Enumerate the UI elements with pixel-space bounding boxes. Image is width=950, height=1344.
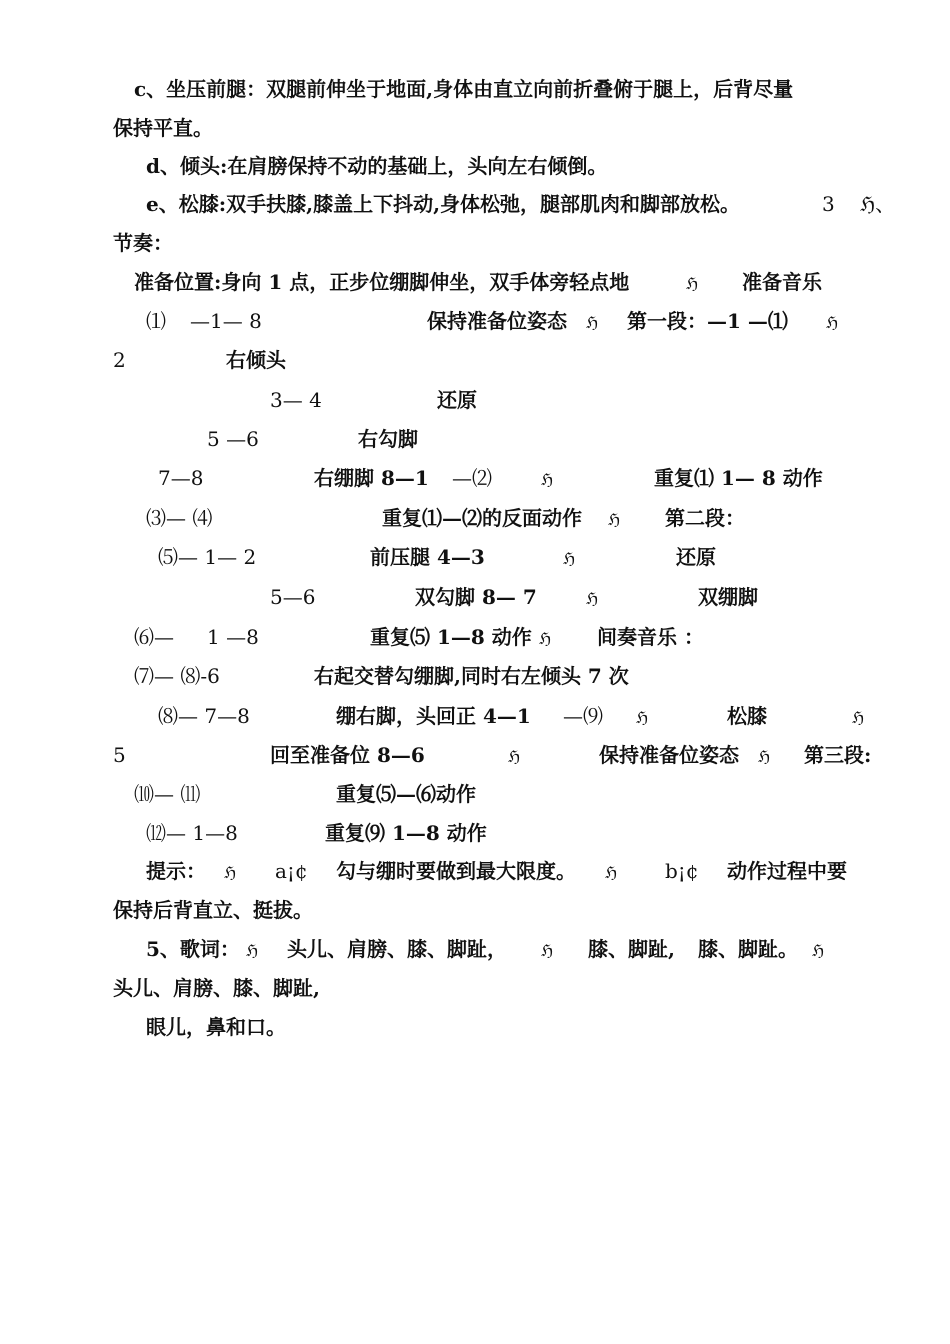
count-5b: 5 <box>113 743 126 767</box>
count-6-paren: ⑹— <box>134 625 174 649</box>
mark-icon: ℌ <box>586 589 599 608</box>
mark-icon: ℌ <box>246 941 259 960</box>
count-2-paren: —⑵ <box>452 466 492 490</box>
label-restore: 还原 <box>437 388 477 412</box>
mark-icon: ℌ <box>224 863 237 882</box>
count-1: ⑴ <box>146 309 166 333</box>
label-ready-music: 准备音乐 <box>742 270 822 294</box>
tip-b-marker: b¡¢ <box>665 859 699 883</box>
mark-icon: ℌ <box>636 708 649 727</box>
lyric-5: 眼儿，鼻和口。 <box>146 1015 286 1039</box>
count-2: 2 <box>113 348 126 372</box>
lyric-1: 头儿、肩膀、膝、脚趾， <box>287 937 507 961</box>
mark-icon: ℌ <box>812 941 825 960</box>
label-lyrics: 5、歌词： <box>146 937 240 961</box>
tip-a-text: 勾与绷时要做到最大限度。 <box>336 859 576 883</box>
mark-icon: ℌ <box>826 313 839 332</box>
mark-icon: ℌ <box>541 470 554 489</box>
count-5-paren: ⑸— 1— 2 <box>158 545 257 569</box>
label-right-point-foot: 右绷脚 8—1 <box>314 466 429 490</box>
mark-icon: ℌ <box>686 274 699 293</box>
count-3-4-paren: ⑶— ⑷ <box>146 506 213 530</box>
count-1-8b: 1 —8 <box>207 625 259 649</box>
label-repeat-5: 重复⑸ 1—8 动作 <box>370 625 532 649</box>
count-3-4: 3— 4 <box>270 388 322 412</box>
label-repeat-5-6: 重复⑸—⑹动作 <box>336 782 476 806</box>
mark-icon: ℌ <box>608 510 621 529</box>
count-7-8-paren: ⑺— ⑻-6 <box>134 664 220 688</box>
count-12: ⑿— 1—8 <box>146 821 238 845</box>
count-8-paren: ⑻— 7—8 <box>158 704 250 728</box>
label-interlude: 间奏音乐 ： <box>597 625 704 649</box>
line-keep-back: 保持后背直立、挺拔。 <box>113 898 313 922</box>
count-9-paren: —⑼ <box>563 704 603 728</box>
label-repeat-reverse: 重复⑴—⑵的反面动作 <box>382 506 582 530</box>
mark-icon: ℌ <box>563 549 576 568</box>
line-e-relax-knee: e、松膝:双手扶膝,膝盖上下抖动,身体松弛，腿部肌肉和脚部放松。 <box>146 192 741 216</box>
mark-icon: ℌ <box>586 313 599 332</box>
mark-icon: ℌ <box>605 863 618 882</box>
label-restore-2: 还原 <box>676 545 716 569</box>
label-keep-ready-2: 保持准备位姿态 <box>599 743 739 767</box>
line-ready-position: 准备位置:身向 1 点，正步位绷脚伸坐，双手体旁轻点地 <box>134 270 630 294</box>
lyric-2: 膝、脚趾, <box>588 937 675 961</box>
count-1-8: —1— 8 <box>190 309 262 333</box>
mark-icon: ℌ <box>541 941 554 960</box>
label-repeat-9: 重复⑼ 1—8 动作 <box>325 821 487 845</box>
mark-icon: ℌ <box>758 747 771 766</box>
label-part-one: 第一段：—1 —⑴ <box>627 309 788 333</box>
count-5-6: 5 —6 <box>207 427 259 451</box>
tip-a-marker: a¡¢ <box>275 859 308 883</box>
label-right-tilt: 右倾头 <box>226 348 286 372</box>
line-keep-flat: 保持平直。 <box>113 116 213 140</box>
lyric-4: 头儿、肩膀、膝、脚趾, <box>113 976 320 1000</box>
mark-icon: ℌ <box>508 747 521 766</box>
label-right-flex-foot: 右勾脚 <box>358 427 418 451</box>
item-number-3: 3 <box>822 192 835 216</box>
count-10-11: ⑽— ⑾ <box>134 782 201 806</box>
label-keep-ready: 保持准备位姿态 <box>427 309 567 333</box>
label-double-point: 双绷脚 <box>698 585 758 609</box>
mark-icon: ℌ <box>539 629 552 648</box>
mark-icon: ℌ <box>852 708 865 727</box>
label-back-ready: 回至准备位 8—6 <box>270 743 425 767</box>
label-repeat-1: 重复⑴ 1— 8 动作 <box>654 466 823 490</box>
label-relax-knee: 松膝 <box>727 704 767 728</box>
count-7-8: 7—8 <box>158 466 204 490</box>
tip-b-text: 动作过程中要 <box>727 859 847 883</box>
label-point-right: 绷右脚，头回正 4—1 <box>336 704 531 728</box>
label-part-two: 第二段： <box>665 506 745 530</box>
line-rhythm-heading: 节奏： <box>113 231 173 255</box>
section-mark: ℌ、 <box>860 192 896 216</box>
label-part-three: 第三段: <box>804 743 872 767</box>
line-c-sit-press: c、坐压前腿：双腿前伸坐于地面,身体由直立向前折叠俯于腿上，后背尽量 <box>134 77 794 101</box>
line-d-tilt-head: d、倾头:在肩膀保持不动的基础上，头向左右倾倒。 <box>146 154 608 178</box>
label-double-flex: 双勾脚 8— 7 <box>415 585 537 609</box>
lyric-3: 膝、脚趾。 <box>698 937 798 961</box>
label-tips: 提示： <box>146 859 206 883</box>
label-front-press: 前压腿 4—3 <box>370 545 485 569</box>
count-5-6b: 5—6 <box>270 585 316 609</box>
label-alternate: 右起交替勾绷脚,同时右左倾头 7 次 <box>314 664 629 688</box>
